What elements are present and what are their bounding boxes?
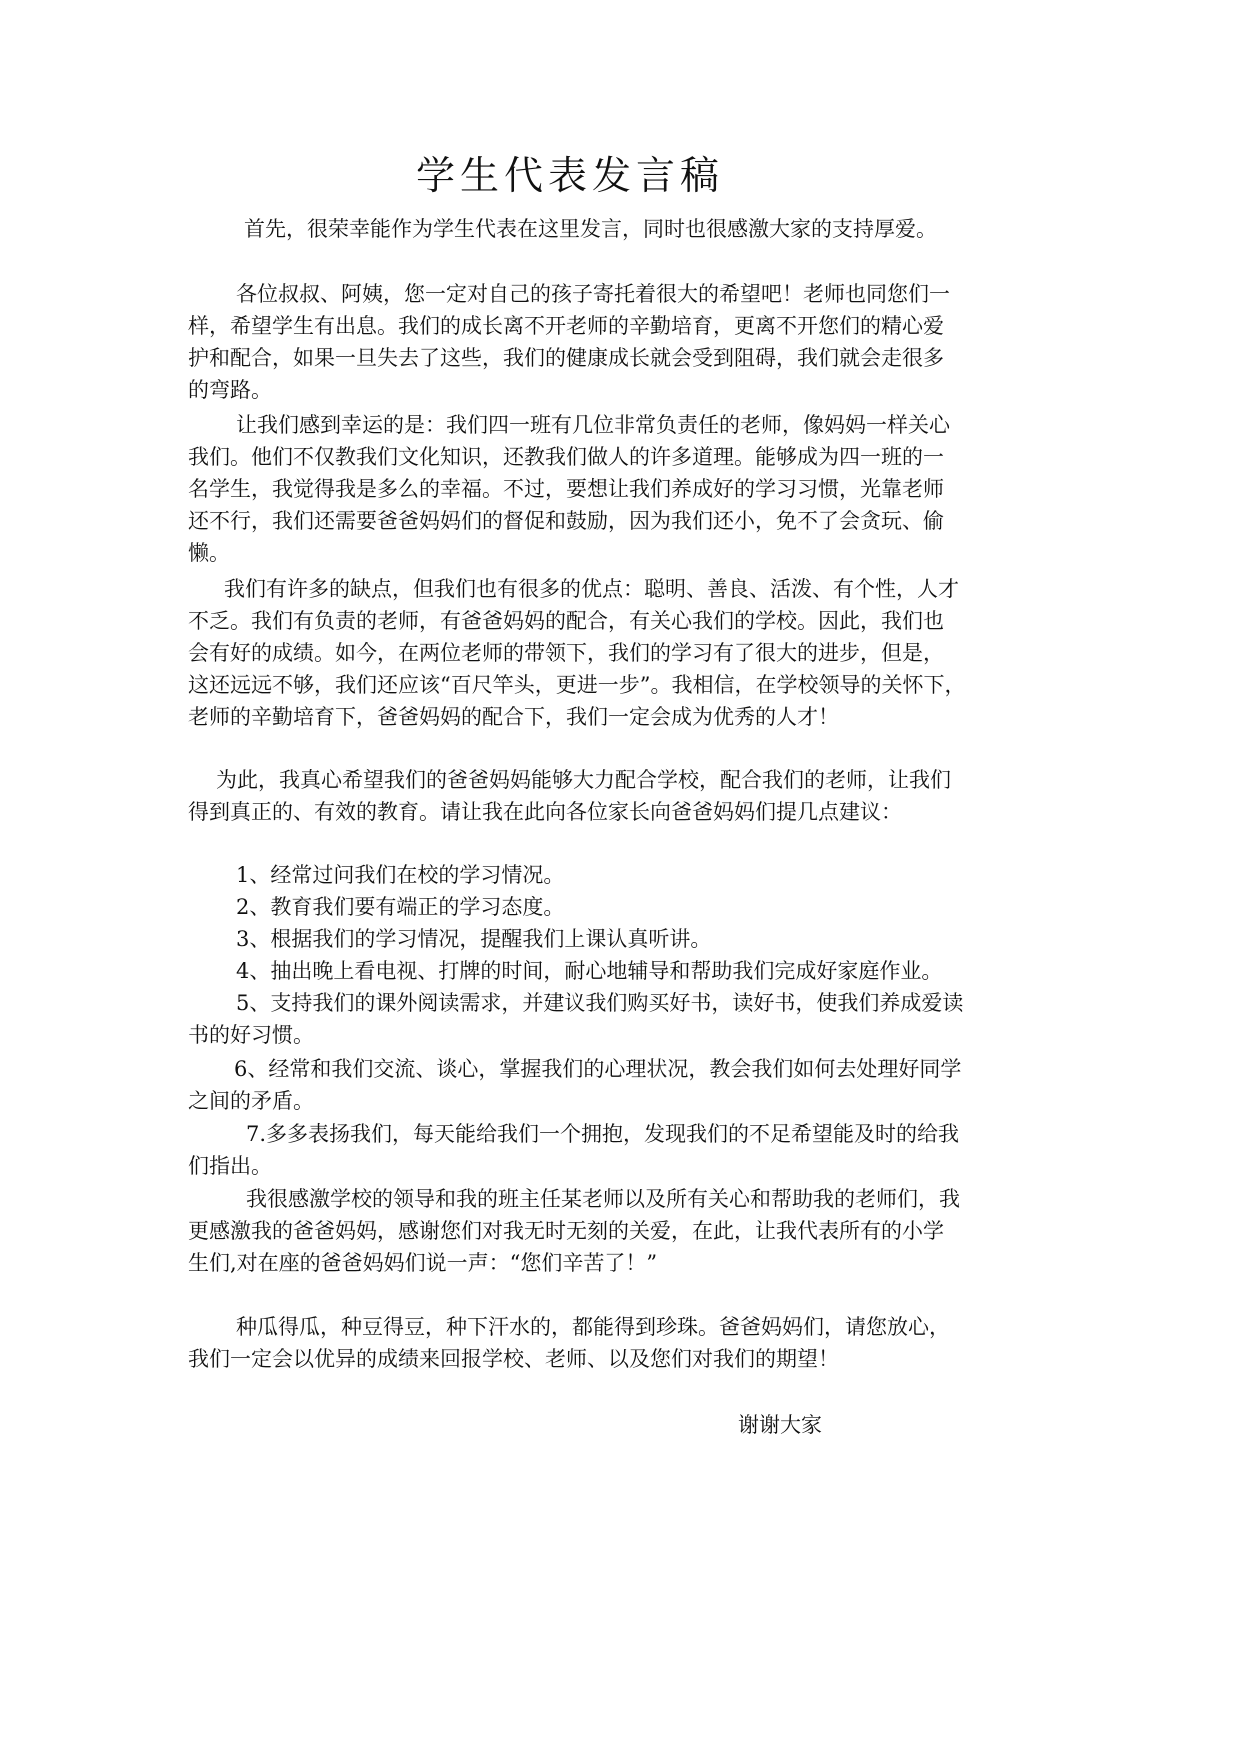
list-item: 2、教育我们要有端正的学习态度。 xyxy=(236,895,565,919)
text-line: 懒。 xyxy=(188,541,230,565)
document-title: 学生代表发言稿 xyxy=(416,154,725,199)
text-line: 之间的矛盾。 xyxy=(188,1089,314,1113)
text-line: 种瓜得瓜，种豆得豆，种下汗水的，都能得到珍珠。爸爸妈妈们，请您放心， xyxy=(236,1315,950,1339)
text-line: 老师的辛勤培育下，爸爸妈妈的配合下，我们一定会成为优秀的人才！ xyxy=(188,705,839,729)
text-line: 各位叔叔、阿姨，您一定对自己的孩子寄托着很大的希望吧！老师也同您们一 xyxy=(236,282,950,306)
text-line: 护和配合，如果一旦失去了这些，我们的健康成长就会受到阻碍，我们就会走很多 xyxy=(188,346,944,370)
text-line: 样，希望学生有出息。我们的成长离不开老师的辛勤培育，更离不开您们的精心爱 xyxy=(188,314,944,338)
text-line: 不乏。我们有负责的老师，有爸爸妈妈的配合，有关心我们的学校。因此，我们也 xyxy=(188,609,944,633)
text-line: 更感激我的爸爸妈妈，感谢您们对我无时无刻的关爱，在此，让我代表所有的小学 xyxy=(188,1219,944,1243)
text-line: 们指出。 xyxy=(188,1154,272,1178)
list-item: 5、支持我们的课外阅读需求，并建议我们购买好书，读好书，使我们养成爱读 xyxy=(236,991,964,1015)
text-line: 我们有许多的缺点，但我们也有很多的优点：聪明、善良、活泼、有个性，人才 xyxy=(224,577,959,601)
text-line: 书的好习惯。 xyxy=(188,1023,314,1047)
text-line: 为此，我真心希望我们的爸爸妈妈能够大力配合学校，配合我们的老师，让我们 xyxy=(216,768,951,792)
text-line: 我们一定会以优异的成绩来回报学校、老师、以及您们对我们的期望！ xyxy=(188,1347,839,1371)
list-item: 1、经常过问我们在校的学习情况。 xyxy=(236,863,565,887)
text-line: 让我们感到幸运的是：我们四一班有几位非常负责任的老师，像妈妈一样关心 xyxy=(236,413,950,437)
text-line: 生们,对在座的爸爸妈妈们说一声：“您们辛苦了！” xyxy=(188,1251,658,1275)
text-line: 还不行，我们还需要爸爸妈妈们的督促和鼓励，因为我们还小，免不了会贪玩、偷 xyxy=(188,509,944,533)
text-line: 我们。他们不仅教我们文化知识，还教我们做人的许多道理。能够成为四一班的一 xyxy=(188,445,944,469)
list-item: 7.多多表扬我们，每天能给我们一个拥抱，发现我们的不足希望能及时的给我 xyxy=(246,1122,960,1146)
text-line: 这还远远不够，我们还应该“百尺竿头，更进一步”。我相信，在学校领导的关怀下， xyxy=(188,673,966,697)
text-line: 得到真正的、有效的教育。请让我在此向各位家长向爸爸妈妈们提几点建议： xyxy=(188,800,902,824)
text-line: 首先，很荣幸能作为学生代表在这里发言，同时也很感激大家的支持厚爱。 xyxy=(244,217,937,241)
list-item: 6、经常和我们交流、谈心，掌握我们的心理状况，教会我们如何去处理好同学 xyxy=(234,1057,962,1081)
list-item: 3、根据我们的学习情况，提醒我们上课认真听讲。 xyxy=(236,927,712,951)
text-line: 会有好的成绩。如今，在两位老师的带领下，我们的学习有了很大的进步，但是， xyxy=(188,641,944,665)
text-line: 名学生，我觉得我是多么的幸福。不过，要想让我们养成好的学习习惯，光靠老师 xyxy=(188,477,944,501)
text-line: 的弯路。 xyxy=(188,378,272,402)
signoff: 谢谢大家 xyxy=(738,1413,822,1437)
list-item: 4、抽出晚上看电视、打牌的时间，耐心地辅导和帮助我们完成好家庭作业。 xyxy=(236,959,943,983)
text-line: 我很感激学校的领导和我的班主任某老师以及所有关心和帮助我的老师们，我 xyxy=(246,1187,960,1211)
